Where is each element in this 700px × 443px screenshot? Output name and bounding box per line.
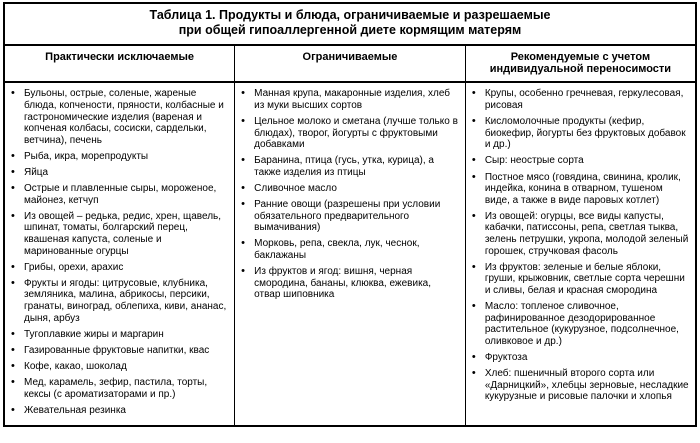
list-item: • Манная крупа, макаронные изделия, хлеб из муки высших сортов (252, 88, 460, 111)
list-item: • Из овощей – редька, редис, хрен, щавель, шпинат, томаты, болгарский перец, квашеная капуста, соленые и маринованные огурцы (22, 211, 229, 257)
column-header-limited: Ограничиваемые (235, 45, 466, 83)
list-item: • Жевательная резинка (22, 405, 229, 417)
list-item: • Кисломолочные продукты (кефир, биокефир, йогурты без фруктовых добавок и др.) (483, 116, 690, 151)
column-header-excluded: Практически исключаемые (4, 45, 235, 83)
table-title-row (4, 3, 696, 45)
list-item: • Цельное молоко и сметана (лучше только в блюдах), творог, йогурты с фруктовыми добавками (252, 116, 460, 151)
document-page (0, 2, 700, 443)
list-item: • Ранние овощи (разрешены при условии обязательного предварительного вымачивания) (252, 199, 460, 234)
list-item: • Мед, карамель, зефир, пастила, торты, кексы (с ароматизаторами и пр.) (22, 377, 229, 400)
list-item: • Из овощей: огурцы, все виды капусты, кабачки, патиссоны, репа, светлая тыква, зелень петрушки, укропа, молодой зеленый горошек, стручковая фасоль (483, 211, 690, 257)
diet-table (3, 2, 697, 427)
column-recommended (465, 82, 696, 425)
list-item: • Хлеб: пшеничный второго сорта или «Дарницкий», хлебцы зерновые, несладкие кукурузные и рисовые палочки и хлопья (483, 368, 690, 403)
list-item: • Кофе, какао, шоколад (22, 361, 229, 373)
list-item: • Газированные фруктовые напитки, квас (22, 345, 229, 357)
list-item: • Острые и плавленные сыры, мороженое, майонез, кетчуп (22, 183, 229, 206)
table-title (4, 3, 696, 45)
table-title-line-2: при общей гипоаллергенной диете кормящим матерям (178, 23, 522, 38)
list-item: • Грибы, орехи, арахис (22, 262, 229, 274)
column-limited (235, 82, 466, 425)
list-item: • Сливочное масло (252, 183, 460, 195)
recommended-list (469, 88, 690, 402)
column-header-recommended-line-2: индивидуальной переносимости (489, 63, 672, 76)
list-item: • Яйца (22, 167, 229, 179)
list-item: • Тугоплавкие жиры и маргарин (22, 329, 229, 341)
column-header-recommended (465, 45, 696, 83)
list-item: • Фрукты и ягоды: цитрусовые, клубника, земляника, малина, абрикосы, персики, гранаты, виноград, облепиха, киви, ананас, дыня, арбуз (22, 278, 229, 324)
list-item: • Сыр: неострые сорта (483, 155, 690, 167)
table-body-row (4, 82, 696, 425)
list-item: • Из фруктов и ягод: вишня, черная смородина, бананы, клюква, ежевика, отвар шиповника (252, 266, 460, 301)
excluded-list (8, 88, 229, 416)
list-item: • Рыба, икра, морепродукты (22, 151, 229, 163)
limited-list (238, 88, 460, 301)
table-header-row (4, 45, 696, 83)
list-item: • Баранина, птица (гусь, утка, курица), а также изделия из птицы (252, 155, 460, 178)
column-header-recommended-line-1: Рекомендуемые с учетом (510, 50, 651, 63)
list-item: • Фруктоза (483, 352, 690, 364)
list-item: • Из фруктов: зеленые и белые яблоки, груши, крыжовник, светлые сорта черешни и сливы, белая и красная смородина (483, 262, 690, 297)
list-item: • Постное мясо (говядина, свинина, кролик, индейка, конина в отварном, тушеном виде, а также в виде паровых котлет) (483, 172, 690, 207)
list-item: • Крупы, особенно гречневая, геркулесовая, рисовая (483, 88, 690, 111)
list-item: • Морковь, репа, свекла, лук, чеснок, баклажаны (252, 238, 460, 261)
list-item: • Масло: топленое сливочное, рафинированное дезодорированное растительное (кукурузное, подсолнечное, оливковое и др.) (483, 301, 690, 347)
list-item: • Бульоны, острые, соленые, жареные блюда, копчености, пряности, колбасные и гастрономические изделия (вареная и копченая колбасы, сосиски, сардельки, ветчина), печень (22, 88, 229, 146)
table-title-line-1: Таблица 1. Продукты и блюда, ограничиваемые и разрешаемые (149, 8, 551, 22)
column-excluded (4, 82, 235, 425)
